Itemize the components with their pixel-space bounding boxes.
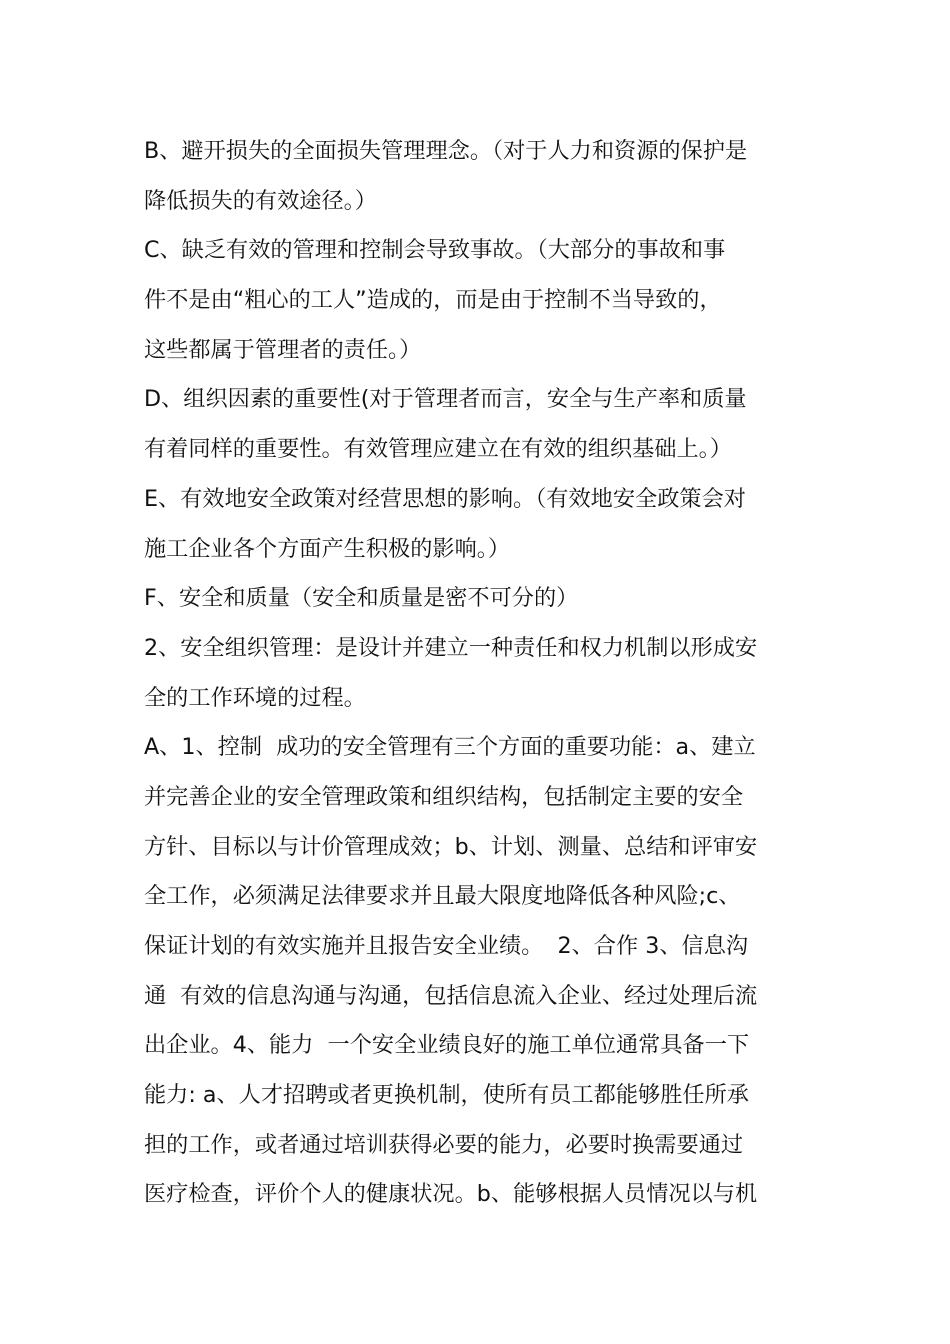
text-line: 降低损失的有效途径。） [144,187,377,214]
text-line: 件不是由“粗心的工人”造成的，而是由于控制不当导致的， [144,287,722,314]
text-line: 有着同样的重要性。有效管理应建立在有效的组织基础上。） [144,436,732,463]
text-line: 方针、目标以与计价管理成效；b、计划、测量、总结和评审安 [144,833,758,860]
text-line: 医疗检查，评价个人的健康状况。b、能够根据人员情况以与机 [144,1181,758,1208]
text-line: 全的工作环境的过程。 [144,684,366,711]
text-line: 这些都属于管理者的责任。） [144,336,422,363]
text-line: 2、安全组织管理：是设计并建立一种责任和权力机制以形成安 [144,634,758,661]
body-text [144,127,812,1220]
text-line: D、组织因素的重要性(对于管理者而言，安全与生产率和质量 [144,386,747,413]
text-line: 施工企业各个方面产生积极的影响。） [144,535,511,562]
text-line: 能力: a、人才招聘或者更换机制，使所有员工都能够胜任所承 [144,1082,749,1109]
text-line: 出企业。4、能力 一个安全业绩良好的施工单位通常具备一下 [144,1032,750,1059]
text-line: E、有效地安全政策对经营思想的影响。（有效地安全政策会对 [144,485,746,512]
text-line: 担的工作，或者通过培训获得必要的能力，必要时换需要通过 [144,1131,744,1158]
text-line: 通 有效的信息沟通与沟通，包括信息流入企业、经过处理后流 [144,982,758,1009]
text-line: 全工作，必须满足法律要求并且最大限度地降低各种风险;c、 [144,883,741,910]
text-line: F、安全和质量（安全和质量是密不可分的） [144,585,579,612]
text-line: C、缺乏有效的管理和控制会导致事故。（大部分的事故和事 [144,237,726,264]
text-line: 保证计划的有效实施并且报告安全业绩。 2、合作 3、信息沟 [144,933,749,959]
text-line: A、1、控制 成功的安全管理有三个方面的重要功能：a、建立 [144,734,756,761]
text-line: 并完善企业的安全管理政策和组织结构，包括制定主要的安全 [144,783,744,810]
text-line: B、避开损失的全面损失管理理念。（对于人力和资源的保护是 [144,138,748,164]
